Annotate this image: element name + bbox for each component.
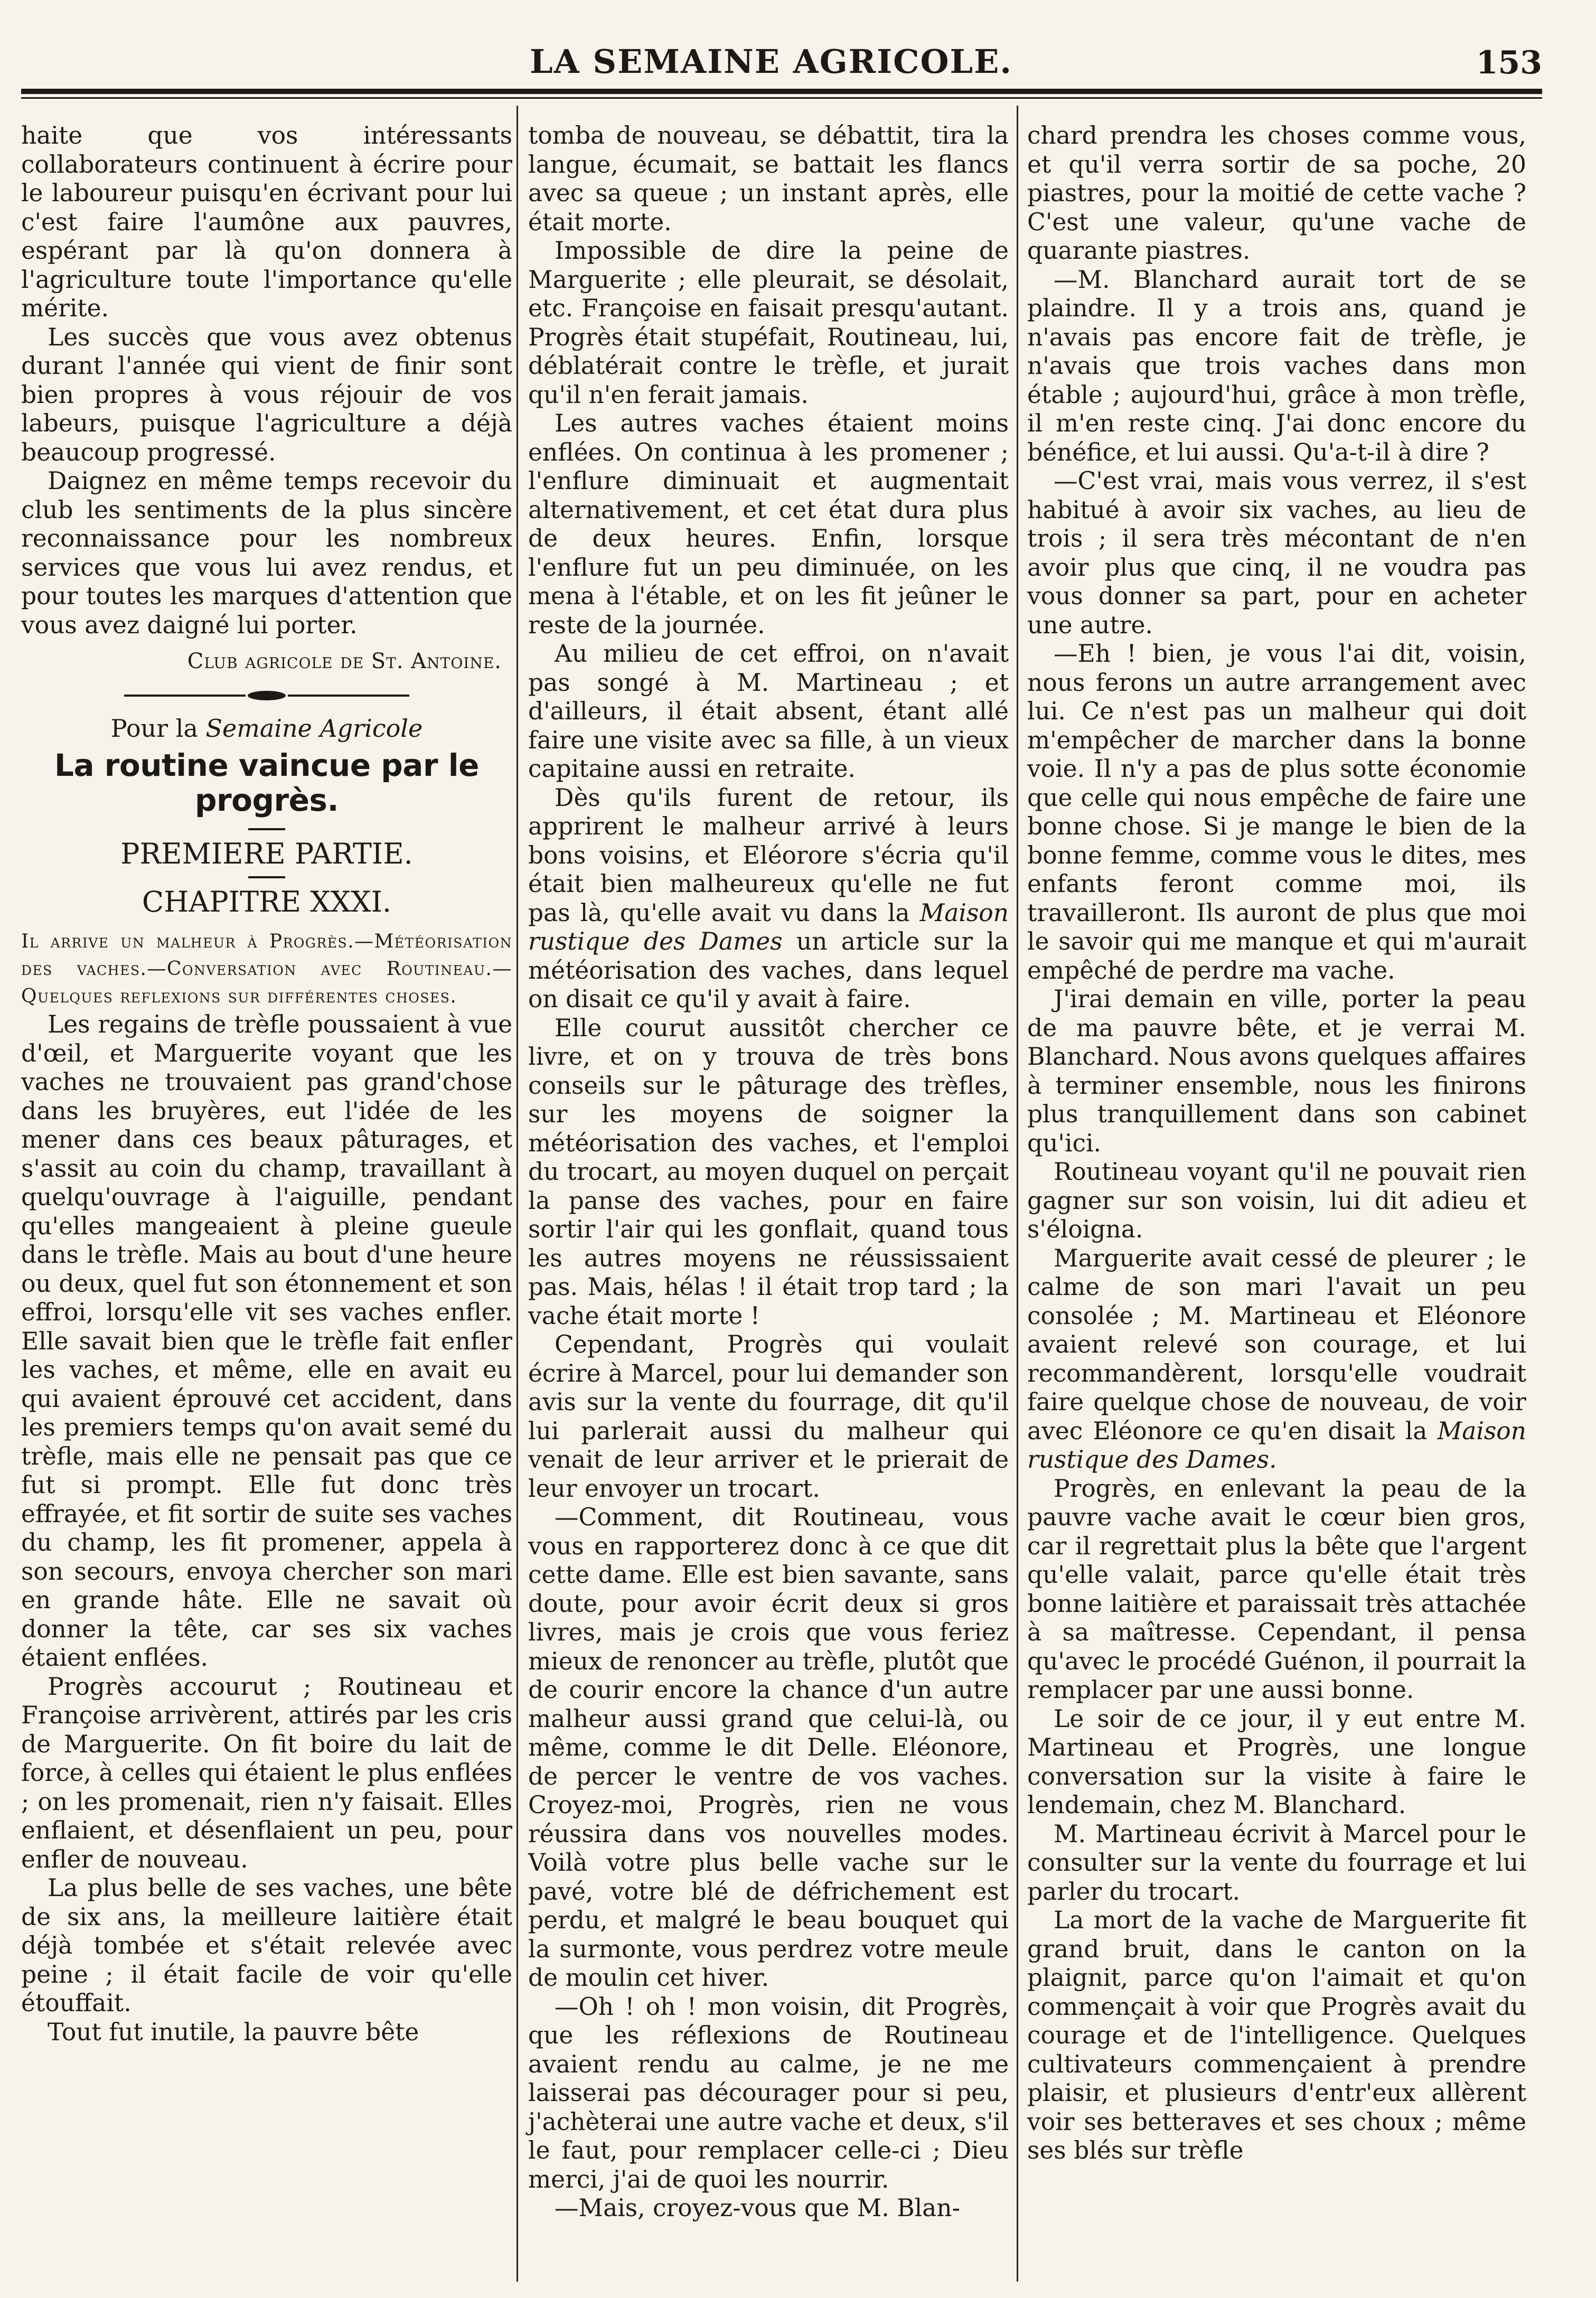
paragraph: Progrès, en enlevant la peau de la pauvre vache avait le cœur bien gros, car il regrettait plus la bête que l'argent qu'elle valait, parce qu'elle était très bonne laitière et paraissait très attachée à sa maîtresse. Cependant, il pensa qu'avec le procédé Guénon, il pourrait la remplacer par une aussi bonne. xyxy=(1027,1474,1526,1704)
text-run: Marguerite avait cessé de pleurer ; le calme de son mari l'avait un peu consolée ; M. Martineau et Eléonore avaient relevé son courage, et lui recommandèrent, lorsqu'elle voudrait faire quelque chose de nouveau, de voir avec Eléonore ce qu'en disait la xyxy=(1027,1244,1526,1445)
paragraph: Progrès accourut ; Routineau et Françoise arrivèrent, attirés par les cris de Marguerite. On fit boire du lait de force, à celles qui étaient le plus enflées ; on les promenait, rien n'y faisait. Elles enflaient, et désenflaient un peu, pour enfler de nouveau. xyxy=(21,1672,512,1873)
paragraph xyxy=(1027,1244,1526,1475)
paragraph: Impossible de dire la peine de Marguerite ; elle pleurait, se désolait, etc. Françoise en faisait presqu'autant. Progrès était stupéfait, Routineau, lui, déblatérait contre le trèfle, et jurait qu'il n'en ferait jamais. xyxy=(528,237,1009,409)
chapter-summary: Il arrive un malheur à Progrès.—Météorisation des vaches.—Conversation avec Routineau.—Quelques reflexions sur différentes choses. xyxy=(21,931,512,1007)
paragraph: Routineau voyant qu'il ne pouvait rien gagner sur son voisin, lui dit adieu et s'éloigna. xyxy=(1027,1158,1526,1243)
paragraph: tomba de nouveau, se débattit, tira la langue, écumait, se battait les flancs avec sa queue ; un instant après, elle était morte. xyxy=(528,121,1009,236)
paragraph: haite que vos intéressants collaborateurs continuent à écrire pour le laboureur puisqu'en écrivant pour lui c'est faire l'aumône aux pauvres, espérant par là qu'on donnera à l'agriculture toute l'importance qu'elle mérite. xyxy=(21,121,512,322)
paragraph: La plus belle de ses vaches, une bête de six ans, la meilleure laitière était déjà tombée et s'était relevée avec peine ; il était facile de voir qu'elle étouffait. xyxy=(21,1874,512,2017)
paragraph: —Eh ! bien, je vous l'ai dit, voisin, nous ferons un autre arrangement avec lui. Ce n'est pas un malheur qui doit m'empêcher de marcher dans la bonne voie. Il n'y a pas de plus sotte économie que celle qui nous empêche de faire une bonne chose. Si je mange le bien de la bonne femme, comme vous le dites, mes enfants feront comme moi, ils travailleront. Ils auront de plus que moi le savoir qui me manque et qui m'aurait empêché de perdre ma vache. xyxy=(1027,640,1526,984)
paragraph: —C'est vrai, mais vous verrez, il s'est habitué à avoir six vaches, au lieu de trois ; il sera très mécontant de n'en avoir plus que cinq, il ne voudra pas vous donner sa part, pour en acheter une autre. xyxy=(1027,467,1526,639)
book-title: Maison rustique des Dames. xyxy=(1027,1417,1526,1474)
publication-title: LA SEMAINE AGRICOLE. xyxy=(530,42,1012,81)
paragraph: Au milieu de cet effroi, on n'avait pas songé à M. Martineau ; et d'ailleurs, il était absent, étant allé faire une visite avec sa fille, à un vieux capitaine aussi en retraite. xyxy=(528,640,1009,783)
paragraph: M. Martineau écrivit à Marcel pour le consulter sur la vente du fourrage et lui parler du trocart. xyxy=(1027,1819,1526,1906)
header-rule-thick xyxy=(21,89,1542,94)
paragraph: Les regains de trèfle poussaient à vue d'œil, et Marguerite voyant que les vaches ne trouvaient pas grand'chose dans les bruyères, eut l'idée de les mener dans ces beaux pâturages, et s'assit au coin du champ, travaillant à quelqu'ouvrage à l'aiguille, pendant qu'elles mangeaient à pleine gueule dans le trèfle. Mais au bout d'une heure ou deux, quel fut son étonnement et son effroi, lorsqu'elle vit ses vaches enfler. Elle savait bien que le trèfle fait enfler les vaches, et même, elle en avait eu qui avaient éprouvé cet accident, dans les premiers temps qu'on avait semé du trèfle, mais elle ne pensait pas que ce fut si prompt. Elle fut donc très effrayée, et fit sortir de suite ses vaches du champ, les fit promener, appela à son secours, envoya chercher son mari en grande hâte. Elle ne savait où donner la tête, car ses six vaches étaient enflées. xyxy=(21,1010,512,1672)
paragraph: —M. Blanchard aurait tort de se plaindre. Il y a trois ans, quand je n'avais pas encore fait de trèfle, je n'avais que trois vaches dans mon étable ; aujourd'hui, grâce à mon trèfle, il m'en reste cinq. J'ai donc encore du bénéfice, et lui aussi. Qu'a-t-il à dire ? xyxy=(1027,265,1526,466)
column-2 xyxy=(528,121,1009,2223)
paragraph: chard prendra les choses comme vous, et qu'il verra sortir de sa poche, 20 piastres, pour la moitié de cette vache ? C'est une valeur, qu'une vache de quarante piastres. xyxy=(1027,121,1526,265)
paragraph: J'irai demain en ville, porter la peau de ma pauvre bête, et je verrai M. Blanchard. Nous avons quelques affaires à terminer ensemble, nous les finirons plus tranquillement dans son cabinet qu'ici. xyxy=(1027,985,1526,1157)
column-separator xyxy=(517,106,518,2282)
paragraph: Tout fut inutile, la pauvre bête xyxy=(48,2018,419,2046)
paragraph: Daignez en même temps recevoir du club les sentiments de la plus sincère reconnaissance pour les nombreux services que vous lui avez rendus, et pour toutes les marques d'attention que vous avez daigné lui porter. xyxy=(21,467,512,639)
column-3 xyxy=(1027,121,1526,2165)
paragraph: Les autres vaches étaient moins enflées. On continua à les promener ; l'enflure diminuait et augmentait alternativement, et cet état dura plus de deux heures. Enfin, lorsque l'enflure fut un peu diminuée, on les mena à l'étable, et on les fit jeûner le reste de la journée. xyxy=(528,409,1009,639)
article-title: La routine vaincue par le progrès. xyxy=(54,747,479,818)
paragraph xyxy=(528,784,1009,1014)
source-line xyxy=(21,714,512,743)
book-title: Maison rustique des Dames xyxy=(528,898,1009,955)
column-separator xyxy=(1017,106,1018,2282)
column-1 xyxy=(21,121,512,2047)
paragraph: Cependant, Progrès qui voulait écrire à Marcel, pour lui demander son avis sur la vente du fourrage, dit qu'il lui parlerait aussi du malheur qui venait de leur arriver et le prierait de leur envoyer un trocart. xyxy=(528,1330,1009,1503)
ornament-divider xyxy=(119,689,415,702)
paragraph: La mort de la vache de Marguerite fit grand bruit, dans le canton on la plaignit, parce qu'on l'aimait et qu'on commençait à voir que Progrès avait du courage et de l'intelligence. Quelques cultivateurs commençaient à prendre plaisir, et plusieurs d'entr'eux allèrent voir ses betteraves et ses choux ; même ses blés sur trèfle xyxy=(1027,1906,1526,2164)
paragraph: Elle courut aussitôt chercher ce livre, et on y trouva de très bons conseils sur le pâturage des trèfles, sur les moyens de soigner la météorisation des vaches, et l'emploi du trocart, au moyen duquel on perçait la panse des vaches, pour en faire sortir l'air qui les gonflait, quand tous les autres moyens ne réussissaient pas. Mais, hélas ! il était trop tard ; la vache était morte ! xyxy=(528,1014,1009,1330)
paragraph: —Comment, dit Routineau, vous vous en rapporterez donc à ce que dit cette dame. Elle est bien savante, sans doute, pour avoir écrit deux si gros livres, mais je crois que vous feriez mieux de renoncer au trèfle, plutôt que de courir encore la chance d'un autre malheur aussi grand que celui-là, ou même, comme le dit Delle. Eléonore, de percer le ventre de vos vaches. Croyez-moi, Progrès, rien ne vous réussira dans vos nouvelles modes. Voilà votre plus belle vache sur le pavé, votre blé de défrichement est perdu, et malgré le beau bouquet qui la surmonte, vous perdrez votre meule de moulin cet hiver. xyxy=(528,1503,1009,1992)
paragraph: Les succès que vous avez obtenus durant l'année qui vient de finir sont bien propres à vous réjouir de vos labeurs, puisque l'agriculture a déjà beaucoup progressé. xyxy=(21,323,512,466)
short-rule xyxy=(248,876,285,878)
page-number: 153 xyxy=(1476,44,1542,81)
signature: Club agricole de St. Antoine. xyxy=(187,649,502,673)
text-run: Dès qu'ils furent de retour, ils apprirent le malheur arrivé à leurs bons voisins, et Eléorore s'écria qu'il était bien malheureux qu'elle ne fut pas là, qu'elle avait vu dans la xyxy=(528,783,1009,927)
header-rule-thin xyxy=(21,97,1542,99)
text-run: un article sur la météorisation des vaches, dans lequel on disait ce qu'il y avait à faire. xyxy=(528,927,1009,1013)
paragraph: Le soir de ce jour, il y eut entre M. Martineau et Progrès, une longue conversation sur la visite à faire le lendemain, chez M. Blanchard. xyxy=(1027,1704,1526,1819)
chapter-heading: CHAPITRE XXXI. xyxy=(142,885,392,918)
source-prefix: Pour la xyxy=(110,714,206,743)
page-header xyxy=(21,42,1542,90)
paragraph: —Mais, croyez-vous que M. Blan- xyxy=(555,2194,960,2222)
source-publication: Semaine Agricole xyxy=(205,714,423,743)
paragraph: —Oh ! oh ! mon voisin, dit Progrès, que les réflexions de Routineau avaient rendu au calme, je ne me laisserai pas décourager pour si peu, j'achèterai une autre vache et deux, s'il le faut, pour remplacer celle-ci ; Dieu merci, j'ai de quoi les nourrir. xyxy=(528,1992,1009,2193)
part-heading: PREMIERE PARTIE. xyxy=(120,837,413,870)
short-rule xyxy=(248,828,285,830)
